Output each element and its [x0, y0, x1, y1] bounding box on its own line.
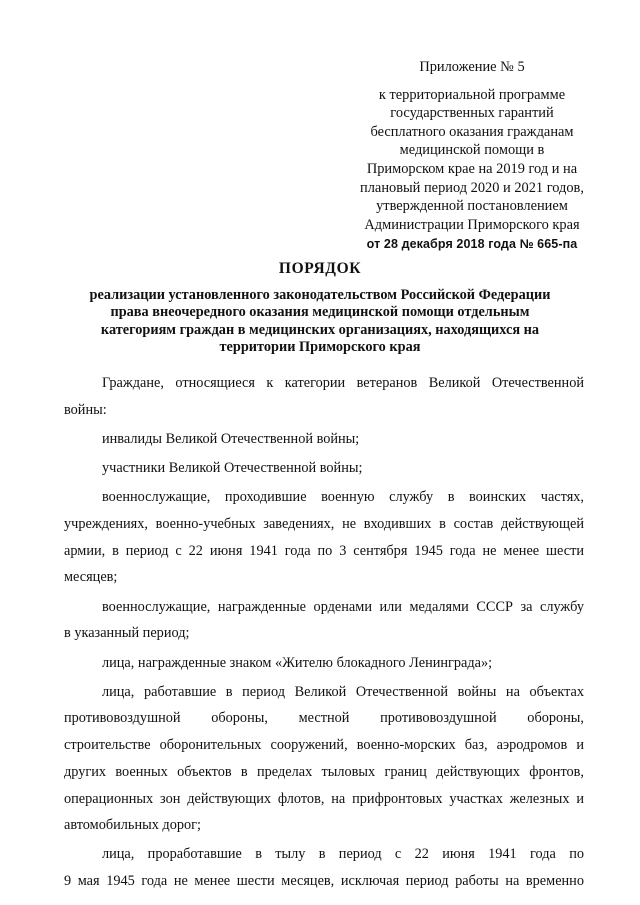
subtitle-line: реализации установленного законодательством Российской Федерации: [89, 287, 551, 303]
document-subtitle: [70, 287, 570, 357]
appendix-line: бесплатного оказания гражданам: [370, 123, 574, 140]
appendix-title: Приложение № 5: [419, 59, 525, 75]
paragraph: [64, 370, 584, 423]
paragraph: [64, 594, 584, 647]
appendix-line: медицинской помощи в: [399, 142, 545, 159]
text-line: учреждениях, военно-учебных заведениях, не входивших в состав действующей: [64, 516, 584, 533]
appendix-line: Приморском крае на 2019 год и на: [366, 160, 578, 177]
appendix-line: государственных гарантий: [390, 105, 554, 122]
text-line: других военных объектов в пределах тыловых границ действующих фронтов,: [64, 763, 584, 780]
text-line: лица, проработавшие в тылу в период с 22 июня 1941 года по: [102, 846, 584, 863]
text-line: автомобильных дорог;: [64, 817, 201, 834]
resolution-date-stamp: от 28 декабря 2018 года № 665-па: [366, 237, 578, 252]
text-line: Граждане, относящиеся к категории ветеранов Великой Отечественной: [102, 375, 584, 391]
text-line: строительстве оборонительных сооружений, военно-морских баз, аэродромов и: [64, 737, 584, 754]
appendix-line: Администрации Приморского края: [364, 216, 580, 233]
text-line: военнослужащие, награжденные орденами или медалями СССР за службу: [102, 598, 584, 615]
paragraph: [64, 679, 584, 839]
subtitle-line: категориям граждан в медицинских организациях, находящихся на: [100, 321, 540, 338]
text-line: 9 мая 1945 года не менее шести месяцев, исключая период работы на временно: [64, 873, 584, 890]
subtitle-line: территории Приморского края: [219, 339, 421, 356]
paragraph: лица, награжденные знаком «Жителю блокадного Ленинграда»;: [102, 654, 493, 671]
text-line: войны:: [64, 401, 107, 418]
text-line: операционных зон действующих флотов, на прифронтовых участках железных и: [64, 790, 584, 807]
text-line: в указанный период;: [64, 625, 190, 642]
document-body: [64, 370, 584, 895]
text-line: противовоздушной обороны, местной противовоздушной обороны,: [64, 710, 584, 727]
paragraph: участники Великой Отечественной войны;: [102, 460, 363, 477]
text-line: лица, работавшие в период Великой Отечественной войны на объектах: [102, 683, 584, 700]
paragraph: инвалиды Великой Отечественной войны;: [102, 430, 360, 447]
text-line: армии, в период с 22 июня 1941 года по 3 сентября 1945 года не менее шести: [64, 542, 584, 559]
text-line: месяцев;: [64, 569, 118, 586]
paragraph: [64, 841, 584, 894]
subtitle-line: права внеочередного оказания медицинской помощи отдельным: [110, 304, 530, 321]
document-title: ПОРЯДОК: [278, 260, 362, 277]
appendix-line: к территориальной программе: [378, 86, 566, 103]
appendix-line: плановый период 2020 и 2021 годов,: [360, 179, 584, 196]
text-line: военнослужащие, проходившие военную службу в воинских частях,: [102, 489, 584, 506]
appendix-block: [342, 58, 602, 254]
paragraph: [64, 484, 584, 591]
appendix-line: утвержденной постановлением: [376, 198, 568, 215]
